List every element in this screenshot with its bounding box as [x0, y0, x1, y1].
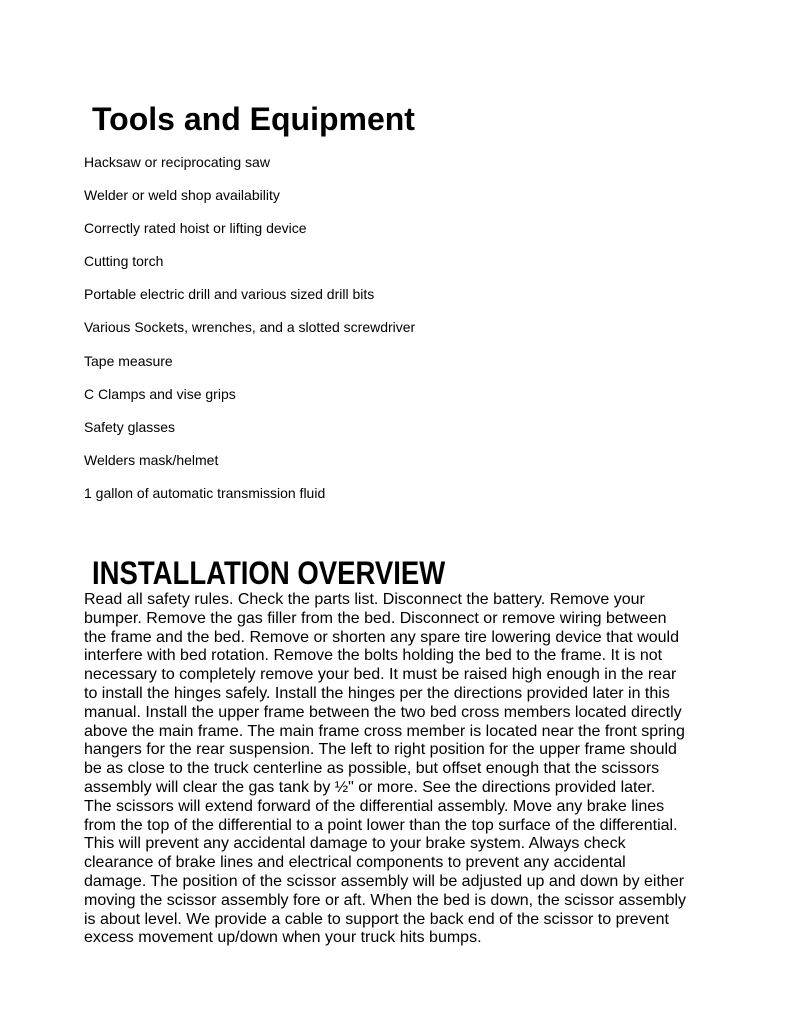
- tool-item: Various Sockets, wrenches, and a slotted screwdriver: [84, 319, 416, 336]
- paragraph-line: hangers for the rear suspension. The left to right position for the upper frame should: [84, 741, 677, 759]
- paragraph-line: bumper. Remove the gas filler from the bed. Disconnect or remove wiring between: [84, 609, 667, 627]
- paragraph-line: manual. Install the upper frame between the two bed cross members located directly: [84, 703, 682, 721]
- tool-item: Cutting torch: [84, 253, 164, 270]
- paragraph-line: excess movement up/down when your truck hits bumps.: [84, 929, 482, 947]
- tool-item: Welder or weld shop availability: [84, 187, 280, 204]
- tool-item: C Clamps and vise grips: [84, 385, 236, 402]
- paragraph-line: be as close to the truck centerline as possible, but offset enough that the scissors: [84, 760, 660, 778]
- paragraph-line: necessary to completely remove your bed. It must be raised high enough in the rear: [84, 666, 677, 684]
- overview-section-title: INSTALLATION OVERVIEW: [92, 555, 446, 591]
- paragraph-line: Read all safety rules. Check the parts list. Disconnect the battery. Remove your: [84, 591, 645, 608]
- paragraph-line: This will prevent any accidental damage to your brake system. Always check: [84, 835, 626, 853]
- paragraph-line: moving the scissor assembly fore or aft. When the bed is down, the scissor assembly: [84, 891, 687, 909]
- paragraph-line: the frame and the bed. Remove or shorten any spare tire lowering device that would: [84, 628, 679, 646]
- paragraph-line: interfere with bed rotation. Remove the bolts holding the bed to the frame. It is not: [84, 647, 663, 665]
- paragraph-line: assembly will clear the gas tank by ½" or more. See the directions provided later.: [84, 778, 656, 796]
- tool-item: Portable electric drill and various sized drill bits: [84, 286, 375, 303]
- tool-item: Tape measure: [84, 352, 173, 369]
- paragraph-line: damage. The position of the scissor assembly will be adjusted up and down by either: [84, 872, 685, 890]
- paragraph-line: is about level. We provide a cable to support the back end of the scissor to prevent: [84, 910, 669, 928]
- tool-item: Welders mask/helmet: [84, 451, 219, 468]
- paragraph-line: to install the hinges safely. Install the hinges per the directions provided later in this: [84, 684, 670, 702]
- paragraph-line: clearance of brake lines and electrical components to prevent any accidental: [84, 854, 626, 872]
- tools-section-title: Tools and Equipment: [92, 101, 415, 137]
- tools-list: [84, 152, 415, 516]
- overview-paragraph: [84, 591, 724, 948]
- paragraph-line: above the main frame. The main frame cross member is located near the front spring: [84, 722, 685, 740]
- paragraph-line: from the top of the differential to a point lower than the top surface of the differential.: [84, 816, 678, 834]
- tool-item: Hacksaw or reciprocating saw: [84, 154, 270, 170]
- paragraph-line: The scissors will extend forward of the differential assembly. Move any brake lines: [84, 797, 665, 815]
- tool-item: Safety glasses: [84, 418, 176, 435]
- tool-item: Correctly rated hoist or lifting device: [84, 220, 307, 237]
- tool-item: 1 gallon of automatic transmission fluid: [84, 484, 326, 501]
